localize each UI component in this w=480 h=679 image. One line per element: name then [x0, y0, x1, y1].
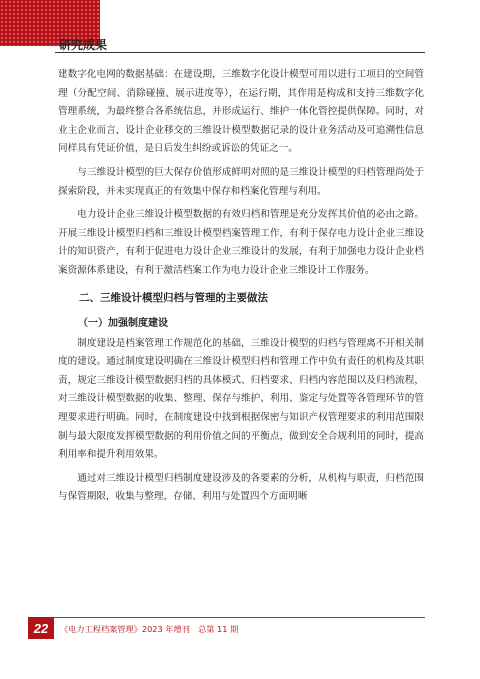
page-number: 22 [28, 617, 54, 639]
body-paragraph-4: 制度建设是档案管理工作规范化的基础，三维设计模型的归档与管理离不开相关制度的建设。通过制度建设明确在三维设计模型归档和管理工作中负有责任的机构及其职责，规定三维设计模型数据归档的具体模式、归档要求、归档内容范围以及归档流程，对三维设计模型数据的收集、整理、保存与维护、利用、鉴定与处置等各管理环节的管理要求进行明确。同时，在制度建设中找到根据保密与知识产权管理要求的利用范围限制与最大限度发挥模型数据的利用价值之间的平衡点，做到安全合规利用的同时，提高利用率和提升利用效果。 [58, 337, 424, 461]
sub-heading: （一）加强制度建设 [78, 317, 168, 329]
body-paragraph-5: 通过对三维设计模型归档制度建设涉及的各要素的分析，从机构与职责，归档范围与保管期限，收集与整理，存储、利用与处置四个方面明晰 [58, 472, 424, 503]
section-title: 研究成果 [59, 38, 108, 52]
journal-info: 《电力工程档案管理》2023 年增刊 总第 11 期 [60, 624, 239, 634]
body-paragraph-3: 电力设计企业三维设计模型数据的有效归档和管理是充分发挥其价值的必由之路。开展三维设计模型归档和三维设计模型档案管理工作，有利于保存电力设计企业三维设计的知识资产，有利于促进电力设计企业三维设计的发展，有利于加强电力设计企业档案资源体系建设，有利于激活档案工作为电力设计企业三维设计工作服务。 [58, 209, 424, 276]
header-divider [55, 52, 425, 53]
body-paragraph-1: 建数字化电网的数据基础：在建设期，三维数字化设计模型可用以进行工项目的空间管理（分配空间、消除碰撞、展示进度等），在运行期，其作用是构成和支持三维数字化管理系统，为最终整合各系统信息，并形成运行、维护一体化管控提供保障。同时，对业主企业而言，设计企业移交的三维设计模型数据记录的设计业务活动及可追溯性信息同样具有凭证价值，是日后发生纠纷或诉讼的凭证之一。 [58, 69, 424, 155]
article-body [58, 66, 424, 512]
footer-divider [28, 617, 425, 618]
body-paragraph-2: 与三维设计模型的巨大保存价值形成鲜明对照的是三维设计模型的归档管理尚处于探索阶段，并未实现真正的有效集中保存和档案化管理与利用。 [58, 166, 424, 197]
section-heading: 二、三维设计模型归档与管理的主要做法 [79, 291, 268, 304]
